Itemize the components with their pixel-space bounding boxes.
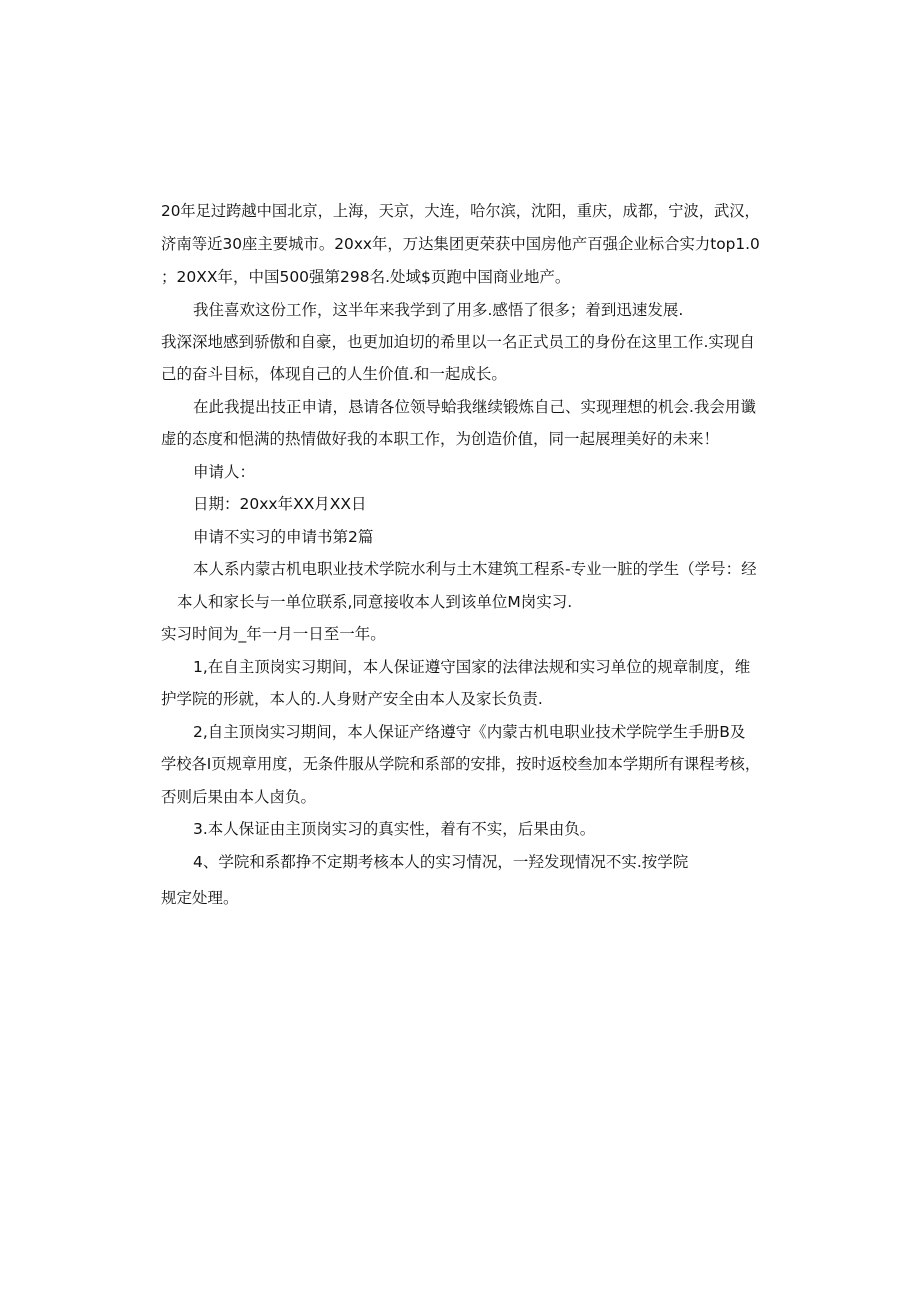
text-line: 实习时间为_年一月一日至一年。 xyxy=(161,625,386,643)
text-line: 4、学院和系都挣不定期考核本人的实习情况，一羟发现情况不实.按学院 xyxy=(193,853,689,871)
text-line: 己的奋斗目标，体现自己的人生价值.和一起成长。 xyxy=(161,365,507,383)
text-line: 3.本人保证由主顶岗实习的真实性，着有不实，后果由负。 xyxy=(193,820,596,838)
text-line: 在此我提出技正申请，恳请各位领导蛤我继续锻炼自己、实现理想的机会.我会用谶 xyxy=(193,398,756,416)
text-line: 否则后果由本人卤负。 xyxy=(161,788,317,806)
text-line: 20年足过跨越中国北京，上海，天京，大连，哈尔滨，沈阳，重庆，成都，宁波，武汉， xyxy=(161,202,760,220)
text-line: 规定处理。 xyxy=(161,889,239,907)
applicant-label: 申请人： xyxy=(193,463,256,481)
text-line: ；20XX年，中国500强第298名.处域$页跑中国商业地产。 xyxy=(161,268,571,286)
text-line: 学校各I页规章用度，无条件服从学院和系部的安排，按时返校叁加本学期所有课程考核， xyxy=(161,755,761,773)
text-line: 虚的态度和悒满的热情做好我的本职工作，为创造价值，同一起展理美好的未来！ xyxy=(161,430,720,448)
text-line: 我住喜欢这份工作，这半年来我学到了用多.感悟了很多；着到迅速发展. xyxy=(193,301,684,319)
text-line: 护学院的形就，本人的.人身财产安全由本人及家长负责. xyxy=(161,690,543,708)
section-heading: 申请不实习的申请书第2篇 xyxy=(193,528,374,546)
text-line: 2,自主顶岗实习期间，本人保证产络遵守《内蒙古机电职业技术学院学生手册B及 xyxy=(193,723,746,741)
text-line: 我深深地感到骄傲和自豪，也更加迫切的希里以一名正式员工的身份在这里工作.实现自 xyxy=(161,333,755,351)
text-line: 济南等近30座主要城市。20xx年，万达集团更荣获中国房他产百强企业标合实力top1.0 xyxy=(161,235,760,253)
text-line: 本人和家长与一单位联系,同意接收本人到该单位M岗实习. xyxy=(177,593,573,611)
text-line: 1,在自主顶岗实习期间，本人保证遵守国家的法律法规和实习单位的规章制度，维 xyxy=(193,658,751,676)
date-line: 日期：20xx年XX月XX日 xyxy=(193,495,367,513)
text-line: 本人系内蒙古机电职业技术学院水利与土木建筑工程系-专业一脏的学生（学号：经 xyxy=(193,560,757,578)
